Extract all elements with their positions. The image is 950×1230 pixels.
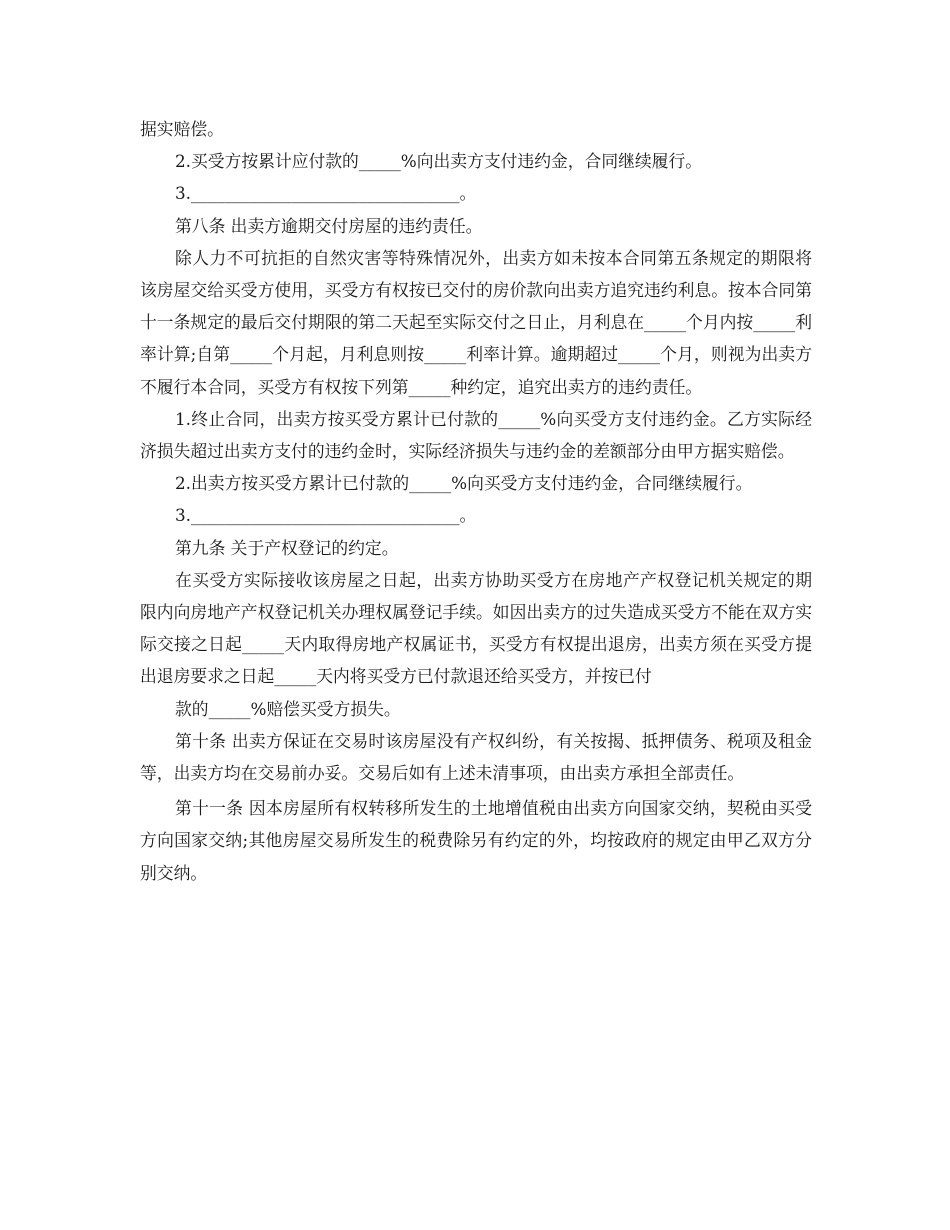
paragraph: 除人力不可抗拒的自然灾害等特殊情况外，出卖方如未按本合同第五条规定的期限将该房屋交给买受方使用，买受方有权按已交付的房价款向出卖方追究违约利息。按本合同第十一条规定的最后交付期限的第二天起至实际交付之日止，月利息在_____个月内按_____利率计算;自第_____个月起，月利息则按_____利率计算。逾期超过_____个月，则视为出卖方不履行本合同，买受方有权按下列第_____种约定，追究出卖方的违约责任。 [140,247,812,397]
paragraph: 1.终止合同，出卖方按买受方累计已付款的_____%向买受方支付违约金。乙方实际经济损失超过出卖方支付的违约金时，实际经济损失与违约金的差额部分由甲方据实赔偿。 [140,408,812,462]
paragraph: 据实赔偿。 [140,119,224,139]
document-body [140,113,812,889]
paragraph: 第十一条 因本房屋所有权转移所发生的土地增值税由出卖方向国家交纳，契税由买受方向国家交纳;其他房屋交易所发生的税费除另有约定的外，均按政府的规定由甲乙双方分别交纳。 [140,798,812,883]
paragraph: 款的_____%赔偿买受方损失。 [175,698,401,719]
paragraph: 2.买受方按累计应付款的_____%向出卖方支付违约金，合同继续履行。 [175,151,703,172]
paragraph: 在买受方实际接收该房屋之日起，出卖方协助买受方在房地产产权登记机关规定的期限内向房地产产权登记机关办理权属登记手续。如因出卖方的过失造成买受方不能在双方实际交接之日起_____天内取得房地产权属证书，买受方有权提出退房，出卖方须在买受方提出退房要求之日起_____天内将买受方已付款退还给买受方，并按已付 [140,569,812,687]
section-heading: 第八条 出卖方逾期交付房屋的违约责任。 [175,215,483,236]
paragraph: 第十条 出卖方保证在交易时该房屋没有产权纠纷，有关按揭、抵押债务、税项及租金等，出卖方均在交易前办妥。交易后如有上述未清事项，由出卖方承担全部责任。 [140,730,812,784]
paragraph: 3.________________________________。 [175,183,477,204]
paragraph: 3.________________________________。 [175,505,477,526]
section-heading: 第九条 关于产权登记的约定。 [175,537,399,558]
paragraph: 2.出卖方按买受方累计已付款的_____%向买受方支付违约金，合同继续履行。 [175,473,753,494]
